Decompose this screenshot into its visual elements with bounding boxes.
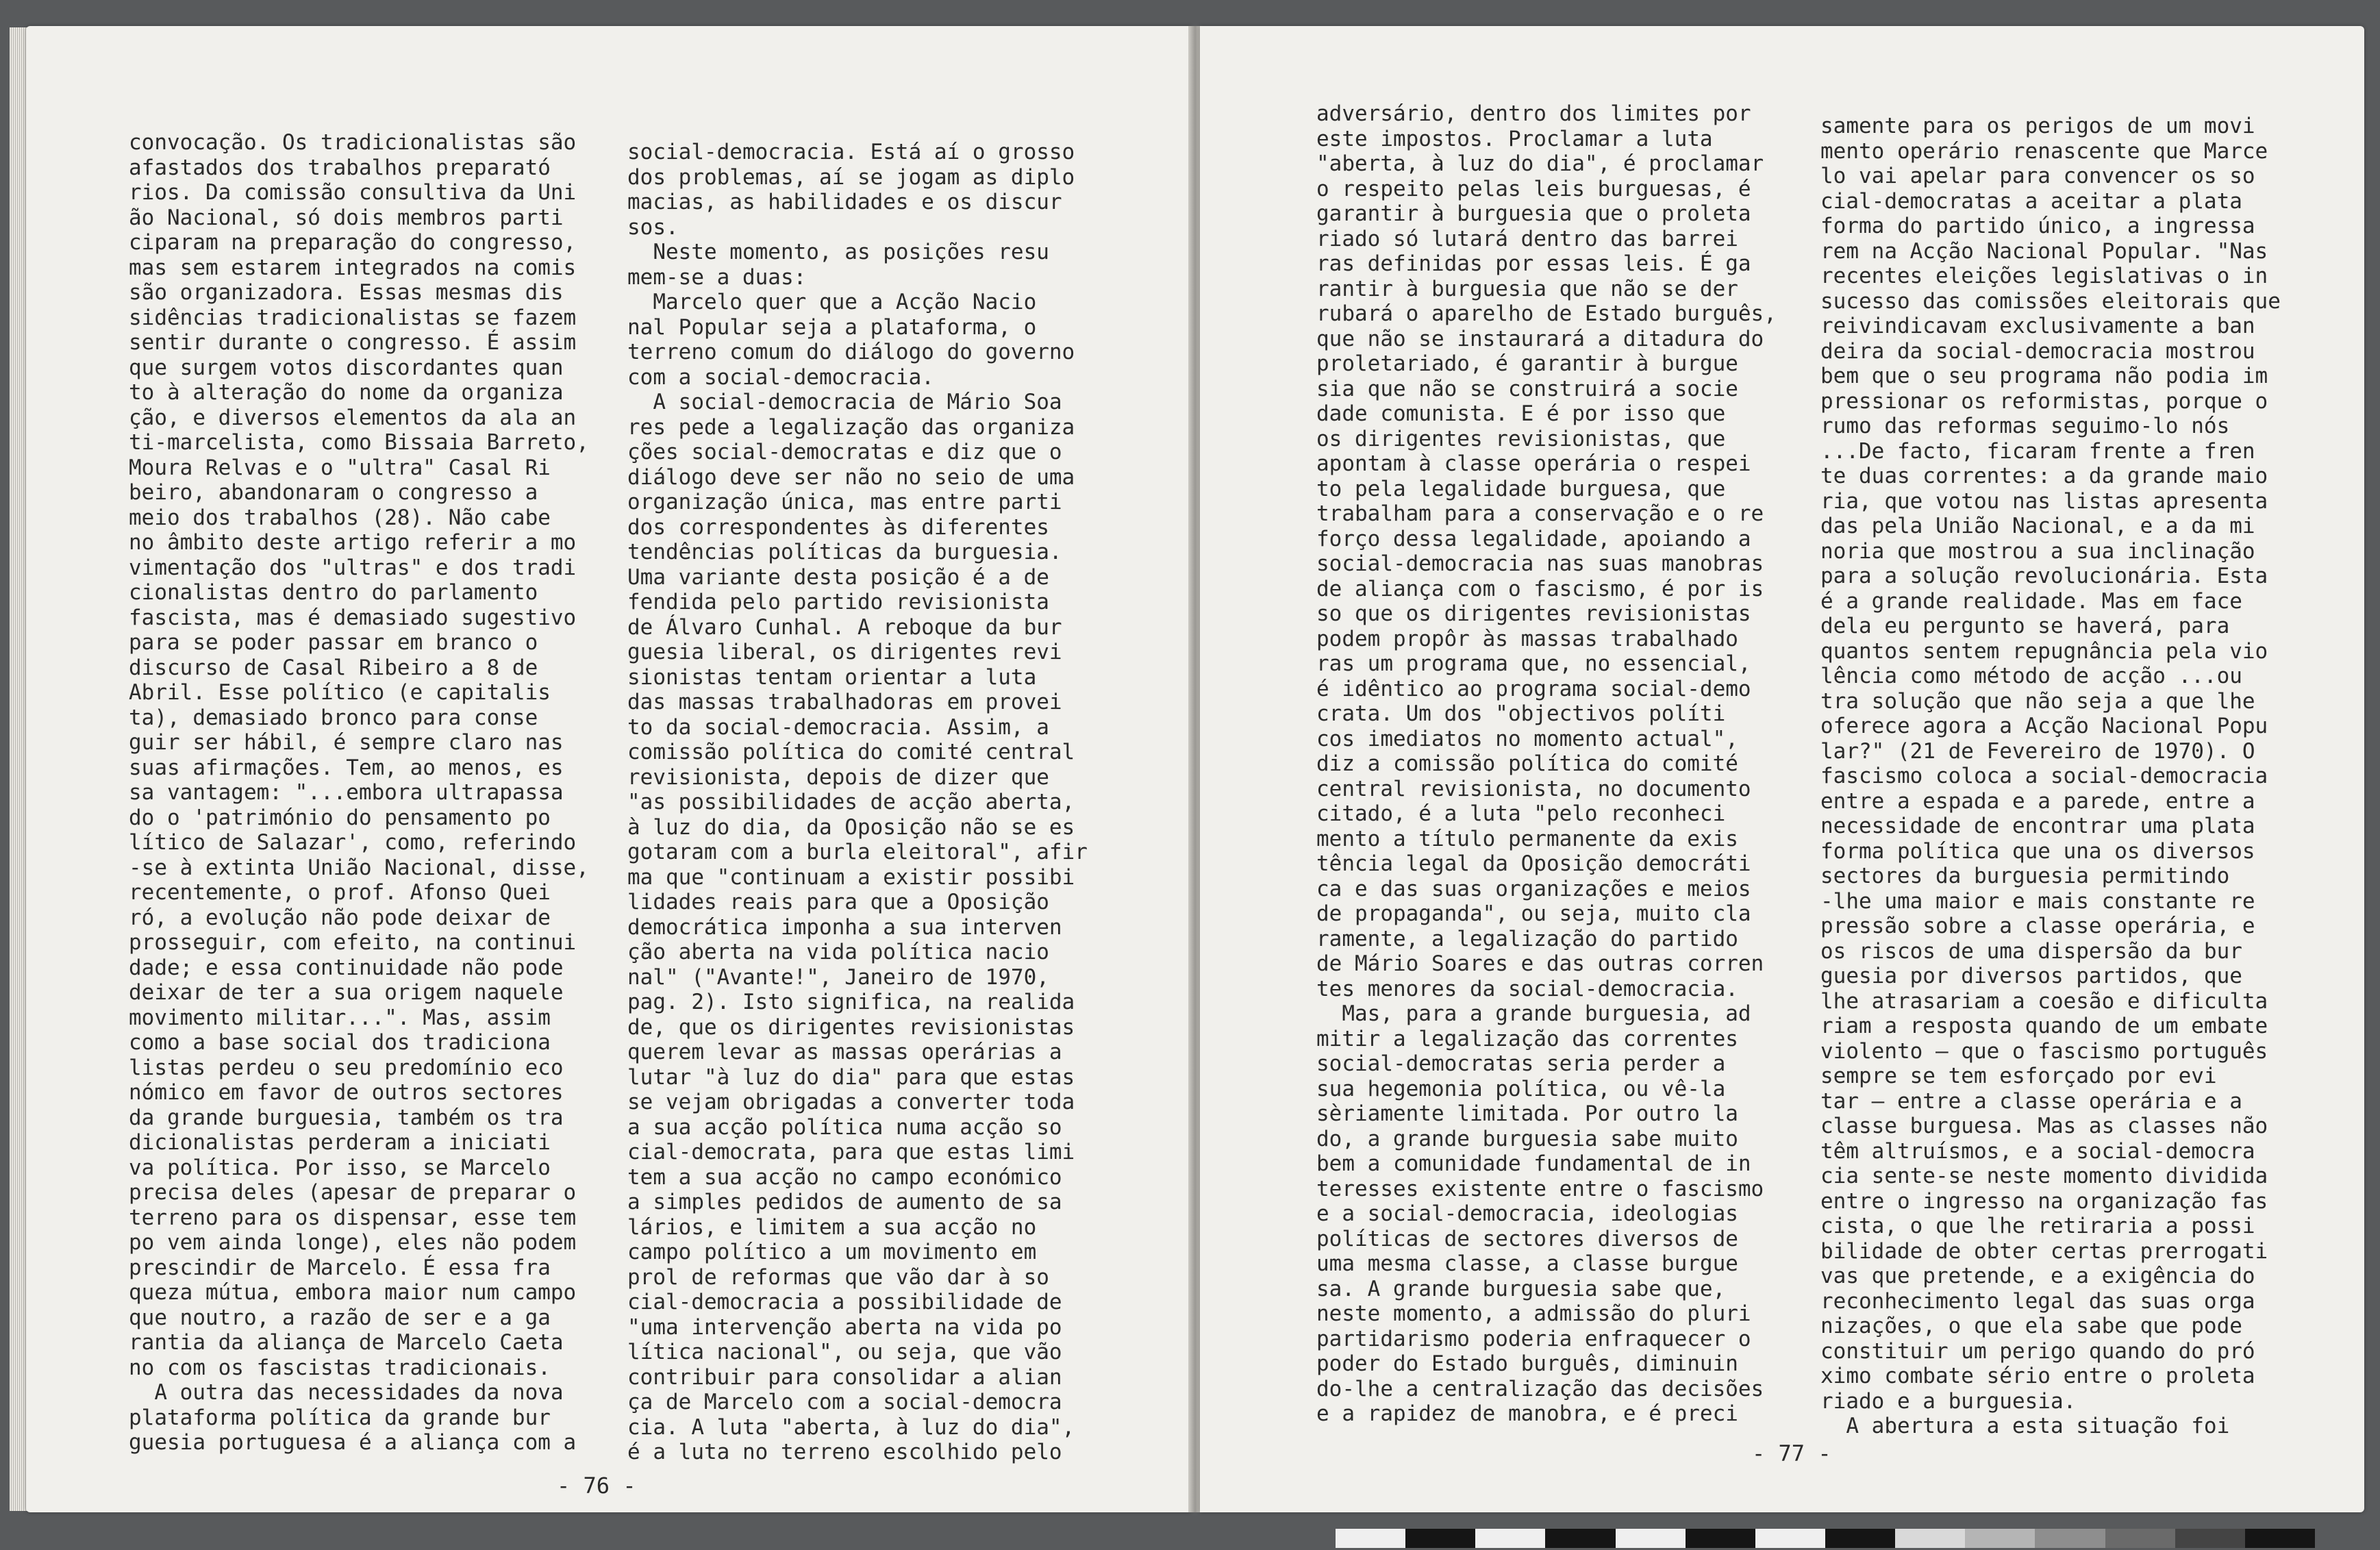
text-line: riado só lutará dentro das barrei — [1316, 226, 1738, 251]
text-line: terreno comum do diálogo do governo — [627, 340, 1075, 364]
text-line: apontam à classe operária o respei — [1316, 451, 1751, 476]
text-line: mas sem estarem integrados na comis — [129, 255, 577, 280]
text-line: rumo das reformas seguimo-lo nós — [1820, 414, 2230, 438]
text-line: mento a título permanente da exis — [1316, 826, 1738, 851]
text-line: de propaganda", ou seja, muito cla — [1316, 901, 1751, 926]
text-line: podem propôr às massas trabalhado — [1316, 626, 1738, 651]
text-line: ras um programa que, no essencial, — [1316, 651, 1751, 676]
text-line: precisa deles (apesar de preparar o — [129, 1180, 577, 1205]
text-line: dos problemas, aí se jogam as diplo — [627, 164, 1075, 190]
text-line: do, a grande burguesia sabe muito — [1316, 1126, 1738, 1151]
text-line: fascista, mas é demasiado sugestivo — [129, 605, 577, 630]
text-line: lítica nacional", ou seja, que vão — [627, 1340, 1062, 1364]
text-line: tência legal da Oposição democráti — [1316, 851, 1751, 876]
text-line: entre a espada e a parede, entre a — [1820, 788, 2255, 814]
text-line: uma mesma classe, a classe burgue — [1316, 1251, 1738, 1276]
text-line: lar?" (21 de Fevereiro de 1970). O — [1820, 738, 2255, 764]
text-line: sidências tradicionalistas se fazem — [129, 305, 577, 330]
text-line: vimentação dos "ultras" e dos tradi — [129, 555, 577, 580]
text-line: tem a sua acção no campo económico — [627, 1164, 1062, 1190]
text-line: neste momento, a admissão do pluri — [1316, 1301, 1751, 1326]
text-line: terreno para os dispensar, esse tem — [129, 1205, 577, 1230]
text-line: rantia da aliança de Marcelo Caeta — [129, 1330, 564, 1355]
color-scale-bar — [1336, 1529, 2315, 1548]
text-line: cionalistas dentro do parlamento — [129, 580, 538, 605]
text-line: do o 'património do pensamento po — [129, 805, 551, 830]
text-line: do-lhe a centralização das decisões — [1316, 1376, 1764, 1401]
text-line: social-democratas seria perder a — [1316, 1051, 1726, 1076]
text-line: cial-democrata, para que estas limi — [627, 1140, 1075, 1164]
text-line: -lhe uma maior e mais constante re — [1820, 888, 2255, 914]
text-line: de, que os dirigentes revisionistas — [627, 1014, 1075, 1040]
text-line: reivindicavam exclusivamente a ban — [1820, 314, 2255, 338]
text-line: reconhecimento legal das suas orga — [1820, 1288, 2255, 1314]
text-line: trabalham para a conservação e o re — [1316, 501, 1764, 526]
text-line: e a social-democracia, ideologias — [1316, 1201, 1738, 1226]
text-line: para a solução revolucionária. Esta — [1820, 564, 2268, 588]
text-line: va política. Por isso, se Marcelo — [129, 1155, 551, 1180]
text-line: listas perdeu o seu predomínio eco — [129, 1055, 564, 1080]
text-line: deixar de ter a sua origem naquele — [129, 980, 564, 1005]
text-line: cial-democratas a aceitar a plata — [1820, 188, 2242, 214]
text-line: Mas, para a grande burguesia, ad — [1316, 1001, 1751, 1026]
text-line: afastados dos trabalhos preparató — [129, 155, 551, 180]
text-line: forma política que una os diversos — [1820, 838, 2255, 864]
text-line: lidades reais para que a Oposição — [627, 890, 1049, 914]
text-line: ça de Marcelo com a social-democra — [627, 1390, 1062, 1414]
text-line: te duas correntes: a da grande maio — [1820, 464, 2268, 488]
text-line: sa vantagem: "...embora ultrapassa — [129, 780, 564, 805]
text-line: tra solução que não seja a que lhe — [1820, 688, 2255, 714]
text-line: violento — que o fascismo português — [1820, 1038, 2268, 1064]
text-line: partidarismo poderia enfraquecer o — [1316, 1326, 1751, 1351]
page-number-76: - 76 - — [557, 1473, 636, 1499]
right-column-1 — [1316, 101, 1777, 1427]
text-line: prescindir de Marcelo. É essa fra — [129, 1255, 551, 1280]
text-line: recentes eleições legislativas o in — [1820, 264, 2268, 288]
text-line: plataforma política da grande bur — [129, 1405, 551, 1430]
text-line: queza mútua, embora maior num campo — [129, 1280, 577, 1305]
text-line: recentemente, o prof. Afonso Quei — [129, 880, 551, 905]
left-page — [26, 26, 1190, 1512]
text-line: os riscos de uma dispersão da bur — [1820, 938, 2242, 964]
text-line: que não se instaurará a ditadura do — [1316, 326, 1764, 351]
text-line: riam a resposta quando de um embate — [1820, 1014, 2268, 1038]
text-line: movimento militar...". Mas, assim — [129, 1005, 551, 1030]
text-line: é a luta no terreno escolhido pelo — [627, 1440, 1062, 1464]
text-line: guesia portuguesa é a aliança com a — [129, 1430, 577, 1455]
text-line: das massas trabalhadoras em provei — [627, 690, 1062, 714]
text-line: sempre se tem esforçado por evi — [1820, 1064, 2217, 1088]
text-line: sa. A grande burguesia sabe que, — [1316, 1276, 1726, 1301]
text-line: beiro, abandonaram o congresso a — [129, 480, 538, 505]
text-line: ras definidas por essas leis. É ga — [1316, 251, 1751, 276]
text-line: ramente, a legalização do partido — [1316, 926, 1738, 951]
text-line: convocação. Os tradicionalistas são — [129, 130, 577, 155]
text-line: organização única, mas entre parti — [627, 490, 1062, 514]
text-line: bilidade de obter certas prerrogati — [1820, 1238, 2268, 1264]
text-line: se vejam obrigadas a converter toda — [627, 1090, 1075, 1114]
text-line: Neste momento, as posições resu — [627, 240, 1049, 264]
text-line: no com os fascistas tradicionais. — [129, 1355, 551, 1380]
text-line: sentir durante o congresso. É assim — [129, 330, 577, 355]
text-line: e a rapidez de manobra, e é preci — [1316, 1401, 1738, 1426]
text-line: dade; e essa continuidade não pode — [129, 955, 564, 980]
text-line: ...De facto, ficaram frente a fren — [1820, 438, 2255, 464]
text-line: sia que não se construirá a socie — [1316, 376, 1738, 401]
text-line: fendida pelo partido revisionista — [627, 590, 1049, 614]
text-line: ca e das suas organizações e meios — [1316, 876, 1751, 901]
text-line: de aliança com o fascismo, é por is — [1316, 576, 1764, 601]
text-line: da grande burguesia, também os tra — [129, 1105, 564, 1130]
text-line: guir ser hábil, é sempre claro nas — [129, 730, 564, 755]
text-line: contribuir para consolidar a alian — [627, 1364, 1062, 1390]
text-line: suas afirmações. Tem, ao menos, es — [129, 755, 564, 780]
left-column-1 — [129, 130, 589, 1455]
text-line: é idêntico ao programa social-demo — [1316, 676, 1751, 701]
text-line: de Álvaro Cunhal. A reboque da bur — [627, 614, 1062, 640]
text-line: Moura Relvas e o "ultra" Casal Ri — [129, 455, 551, 480]
text-line: têm altruísmos, e a social-democra — [1820, 1138, 2255, 1164]
text-line: mem-se a duas: — [627, 264, 807, 290]
text-line: diz a comissão política do comité — [1316, 751, 1738, 776]
text-line: ão Nacional, só dois membros parti — [129, 205, 564, 230]
text-line: querem levar as massas operárias a — [627, 1040, 1062, 1064]
page-number-77: - 77 - — [1752, 1440, 1831, 1466]
text-line: nómico em favor de outros sectores — [129, 1080, 564, 1105]
text-line: meio dos trabalhos (28). Não cabe — [129, 505, 551, 530]
text-line: cia. A luta "aberta, à luz do dia", — [627, 1414, 1075, 1440]
text-line: rantir à burguesia que não se der — [1316, 276, 1738, 301]
text-line: noria que mostrou a sua inclinação — [1820, 538, 2255, 564]
text-line: adversário, dentro dos limites por — [1316, 101, 1751, 126]
text-line: to à alteração do nome da organiza — [129, 380, 564, 405]
text-line: citado, é a luta "pelo reconheci — [1316, 801, 1726, 826]
text-line: "aberta, à luz do dia", é proclamar — [1316, 151, 1764, 176]
text-line: ró, a evolução não pode deixar de — [129, 905, 551, 930]
text-line: lo vai apelar para convencer os so — [1820, 164, 2255, 188]
text-line: deira da social-democracia mostrou — [1820, 338, 2255, 364]
text-line: to da social-democracia. Assim, a — [627, 714, 1049, 740]
text-line: fascismo coloca a social-democracia — [1820, 764, 2268, 788]
text-line: Uma variante desta posição é a de — [627, 564, 1049, 590]
text-line: quantos sentem repugnância pela vio — [1820, 638, 2268, 664]
text-line: -se à extinta União Nacional, disse, — [129, 855, 589, 880]
text-line: prol de reformas que vão dar à so — [627, 1264, 1049, 1290]
text-line: classe burguesa. Mas as classes não — [1820, 1114, 2268, 1138]
text-line: sos. — [627, 214, 679, 240]
text-line: central revisionista, no documento — [1316, 776, 1751, 801]
text-line: ti-marcelista, como Bissaia Barreto, — [129, 430, 589, 455]
text-line: das pela União Nacional, e a da mi — [1820, 514, 2255, 538]
text-line: sucesso das comissões eleitorais que — [1820, 288, 2281, 314]
text-line: entre o ingresso na organização fas — [1820, 1188, 2268, 1214]
text-line: ção, e diversos elementos da ala an — [129, 405, 577, 430]
text-line: samente para os perigos de um movi — [1820, 114, 2255, 138]
text-line: rios. Da comissão consultiva da Uni — [129, 180, 577, 205]
text-line: dade comunista. E é por isso que — [1316, 401, 1726, 426]
text-line: diálogo deve ser não no seio de uma — [627, 464, 1075, 490]
text-line: no âmbito deste artigo referir a mo — [129, 530, 577, 555]
text-line: Marcelo quer que a Acção Nacio — [627, 290, 1037, 314]
text-line: cial-democracia a possibilidade de — [627, 1290, 1062, 1314]
right-column-2 — [1820, 114, 2281, 1439]
text-line: lítico de Salazar', como, referindo — [129, 830, 577, 855]
text-line: este impostos. Proclamar a luta — [1316, 126, 1713, 151]
text-line: guesia por diversos partidos, que — [1820, 964, 2242, 988]
text-line: com a social-democracia. — [627, 364, 934, 390]
text-line: constituir um perigo quando do pró — [1820, 1338, 2255, 1364]
text-line: ta), demasiado bronco para conse — [129, 705, 538, 730]
text-line: mento operário renascente que Marce — [1820, 138, 2268, 164]
text-line: sionistas tentam orientar a luta — [627, 664, 1037, 690]
text-line: "uma intervenção aberta na vida po — [627, 1314, 1062, 1340]
text-line: tendências políticas da burguesia. — [627, 540, 1062, 564]
text-line: Abril. Esse político (e capitalis — [129, 680, 551, 705]
text-line: mitir a legalização das correntes — [1316, 1026, 1738, 1051]
text-line: é a grande realidade. Mas em face — [1820, 588, 2242, 614]
text-line: pressionar os reformistas, porque o — [1820, 388, 2268, 414]
text-line: os dirigentes revisionistas, que — [1316, 426, 1726, 451]
text-line: res pede a legalização das organiza — [627, 414, 1075, 440]
text-line: pag. 2). Isto significa, na realida — [627, 990, 1075, 1014]
text-line: prosseguir, com efeito, na continui — [129, 930, 577, 955]
text-line: necessidade de encontrar uma plata — [1820, 814, 2255, 838]
right-page — [1200, 26, 2364, 1512]
text-line: que surgem votos discordantes quan — [129, 355, 564, 380]
text-line: lutar "à luz do dia" para que estas — [627, 1064, 1075, 1090]
text-line: proletariado, é garantir à burgue — [1316, 351, 1738, 376]
text-line: nal" ("Avante!", Janeiro de 1970, — [627, 964, 1049, 990]
text-line: como a base social dos tradiciona — [129, 1030, 551, 1055]
text-line: ção aberta na vida política nacio — [627, 940, 1049, 964]
text-line: po vem ainda longe), eles não podem — [129, 1230, 577, 1255]
text-line: para se poder passar em branco o — [129, 630, 538, 655]
text-line: riado e a burguesia. — [1820, 1388, 2077, 1414]
text-line: lhe atrasariam a coesão e dificulta — [1820, 988, 2268, 1014]
text-line: forço dessa legalidade, apoiando a — [1316, 526, 1751, 551]
text-line: A social-democracia de Mário Soa — [627, 390, 1062, 414]
text-line: so que os dirigentes revisionistas — [1316, 601, 1751, 626]
text-line: rem na Acção Nacional Popular. "Nas — [1820, 238, 2268, 264]
text-line: social-democracia nas suas manobras — [1316, 551, 1764, 576]
text-line: tar — entre a classe operária e a — [1820, 1088, 2242, 1114]
text-line: cos imediatos no momento actual", — [1316, 726, 1738, 751]
text-line: discurso de Casal Ribeiro a 8 de — [129, 655, 538, 680]
text-line: revisionista, depois de dizer que — [627, 764, 1049, 790]
text-line: dos correspondentes às diferentes — [627, 514, 1049, 540]
text-line: comissão política do comité central — [627, 740, 1075, 764]
page-edges — [10, 27, 27, 1511]
text-line: rubará o aparelho de Estado burguês, — [1316, 301, 1777, 326]
text-line: social-democracia. Está aí o grosso — [627, 140, 1075, 164]
text-line: tes menores da social-democracia. — [1316, 976, 1738, 1001]
text-line: são organizadora. Essas mesmas dis — [129, 280, 564, 305]
text-line: bem a comunidade fundamental de in — [1316, 1151, 1751, 1176]
text-line: vas que pretende, e a exigência do — [1820, 1264, 2255, 1288]
left-column-2 — [627, 140, 1088, 1465]
text-line: forma do partido único, a ingressa — [1820, 214, 2255, 238]
text-line: o respeito pelas leis burguesas, é — [1316, 176, 1751, 201]
text-line: que noutro, a razão de ser e a ga — [129, 1305, 551, 1330]
text-line: A outra das necessidades da nova — [129, 1380, 564, 1405]
text-line: a sua acção política numa acção so — [627, 1114, 1062, 1140]
text-line: democrática imponha a sua interven — [627, 914, 1062, 940]
text-line: ximo combate sério entre o proleta — [1820, 1364, 2255, 1388]
text-line: garantir à burguesia que o proleta — [1316, 201, 1751, 226]
text-line: ma que "continuam a existir possibi — [627, 864, 1075, 890]
text-line: políticas de sectores diversos de — [1316, 1226, 1738, 1251]
text-line: lários, e limitem a sua acção no — [627, 1214, 1037, 1240]
text-line: dicionalistas perderam a iniciati — [129, 1130, 551, 1155]
text-line: macias, as habilidades e os discur — [627, 190, 1062, 214]
text-line: nizações, o que ela sabe que pode — [1820, 1314, 2242, 1338]
text-line: sectores da burguesia permitindo — [1820, 864, 2230, 888]
text-line: dela eu pergunto se haverá, para — [1820, 614, 2230, 638]
text-line: cia sente-se neste momento dividida — [1820, 1164, 2268, 1188]
text-line: a simples pedidos de aumento de sa — [627, 1190, 1062, 1214]
text-line: campo político a um movimento em — [627, 1240, 1037, 1264]
text-line: gotaram com a burla eleitoral", afir — [627, 840, 1088, 864]
text-line: crata. Um dos "objectivos políti — [1316, 701, 1726, 726]
text-line: lência como método de acção ...ou — [1820, 664, 2242, 688]
text-line: pressão sobre a classe operária, e — [1820, 914, 2255, 938]
text-line: de Mário Soares e das outras corren — [1316, 951, 1764, 976]
text-line: ciparam na preparação do congresso, — [129, 230, 577, 255]
text-line: ções social-democratas e diz que o — [627, 440, 1062, 464]
text-line: cista, o que lhe retiraria a possi — [1820, 1214, 2255, 1238]
text-line: bem que o seu programa não podia im — [1820, 364, 2268, 388]
text-line: guesia liberal, os dirigentes revi — [627, 640, 1062, 664]
text-line: sèriamente limitada. Por outro la — [1316, 1101, 1738, 1126]
text-line: ria, que votou nas listas apresenta — [1820, 488, 2268, 514]
text-line: nal Popular seja a plataforma, o — [627, 314, 1037, 340]
text-line: to pela legalidade burguesa, que — [1316, 476, 1726, 501]
text-line: sua hegemonia política, ou vê-la — [1316, 1076, 1726, 1101]
text-line: A abertura a esta situação foi — [1820, 1414, 2230, 1438]
text-line: poder do Estado burguês, diminuin — [1316, 1351, 1738, 1376]
text-line: à luz do dia, da Oposição não se es — [627, 814, 1075, 840]
text-line: teresses existente entre o fascismo — [1316, 1176, 1764, 1201]
text-line: oferece agora a Acção Nacional Popu — [1820, 714, 2268, 738]
text-line: "as possibilidades de acção aberta, — [627, 790, 1075, 814]
